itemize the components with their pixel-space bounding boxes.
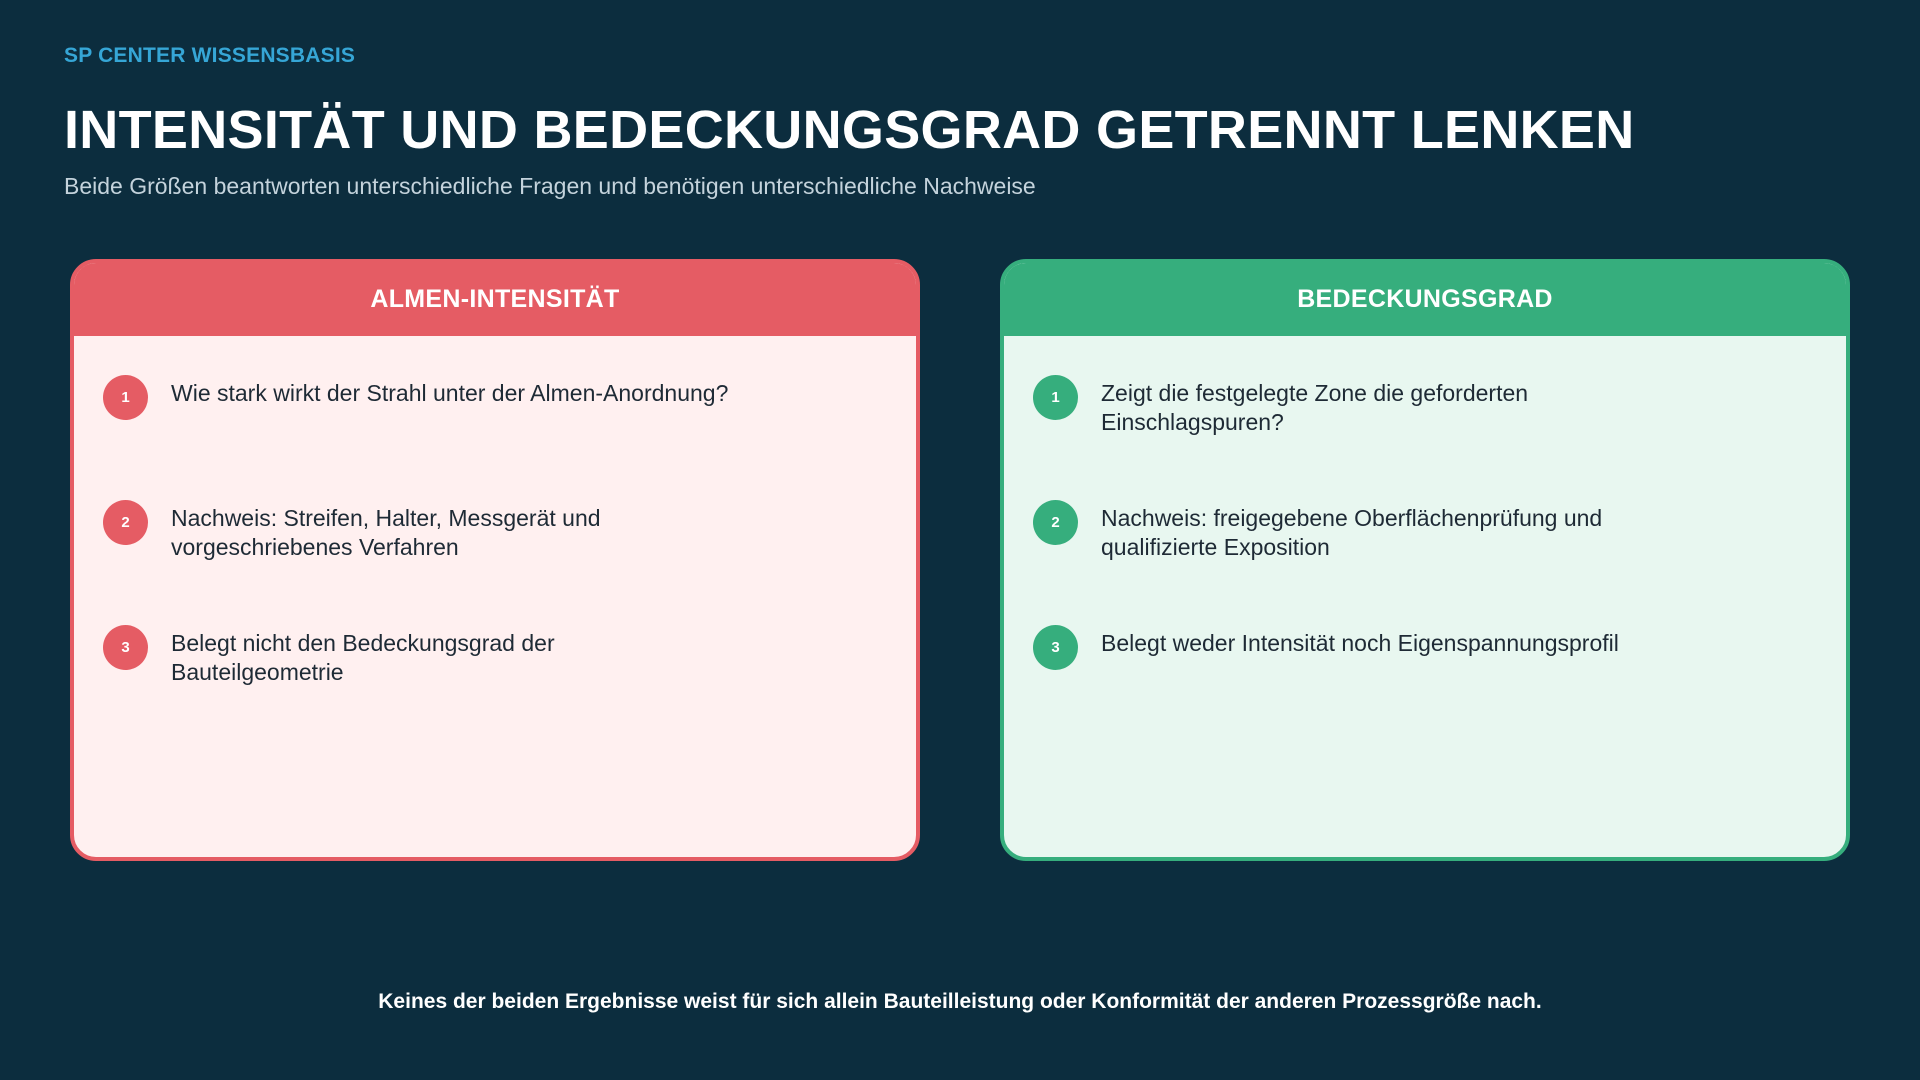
item-text: Nachweis: freigegebene Oberflächenprüfung und qualifizierte Exposition	[1101, 505, 1603, 560]
page-title: INTENSITÄT UND BEDECKUNGSGRAD GETRENNT LENKEN	[64, 100, 1635, 160]
list-item	[103, 375, 731, 420]
section-eyebrow: SP CENTER WISSENSBASIS	[64, 44, 356, 67]
list-item	[1033, 500, 1661, 562]
number-badge: 2	[103, 500, 148, 545]
item-text: Belegt weder Intensität noch Eigenspannungsprofil	[1101, 630, 1619, 656]
number-badge: 1	[1033, 375, 1078, 420]
card-header: ALMEN-INTENSITÄT	[74, 263, 916, 336]
item-text: Nachweis: Streifen, Halter, Messgerät und vorgeschriebenes Verfahren	[171, 505, 601, 560]
list-item	[1033, 375, 1661, 437]
list-item	[103, 500, 731, 562]
number-badge: 1	[103, 375, 148, 420]
list-item	[1033, 625, 1661, 670]
item-text: Belegt nicht den Bedeckungsgrad der Bauteilgeometrie	[171, 630, 555, 685]
card-header: BEDECKUNGSGRAD	[1004, 263, 1846, 336]
footer-note: Keines der beiden Ergebnisse weist für sich allein Bauteilleistung oder Konformität der anderen Prozessgröße nach.	[378, 990, 1542, 1013]
item-text: Zeigt die festgelegte Zone die geforderten Einschlagspuren?	[1101, 380, 1529, 435]
card-bedeckungsgrad	[1000, 259, 1850, 861]
number-badge: 2	[1033, 500, 1078, 545]
item-text: Wie stark wirkt der Strahl unter der Almen-Anordnung?	[171, 380, 729, 406]
page-subtitle: Beide Größen beantworten unterschiedliche Fragen und benötigen unterschiedliche Nachweise	[64, 173, 1036, 199]
list-item	[103, 625, 731, 687]
number-badge: 3	[103, 625, 148, 670]
card-almen-intensitaet	[70, 259, 920, 861]
number-badge: 3	[1033, 625, 1078, 670]
